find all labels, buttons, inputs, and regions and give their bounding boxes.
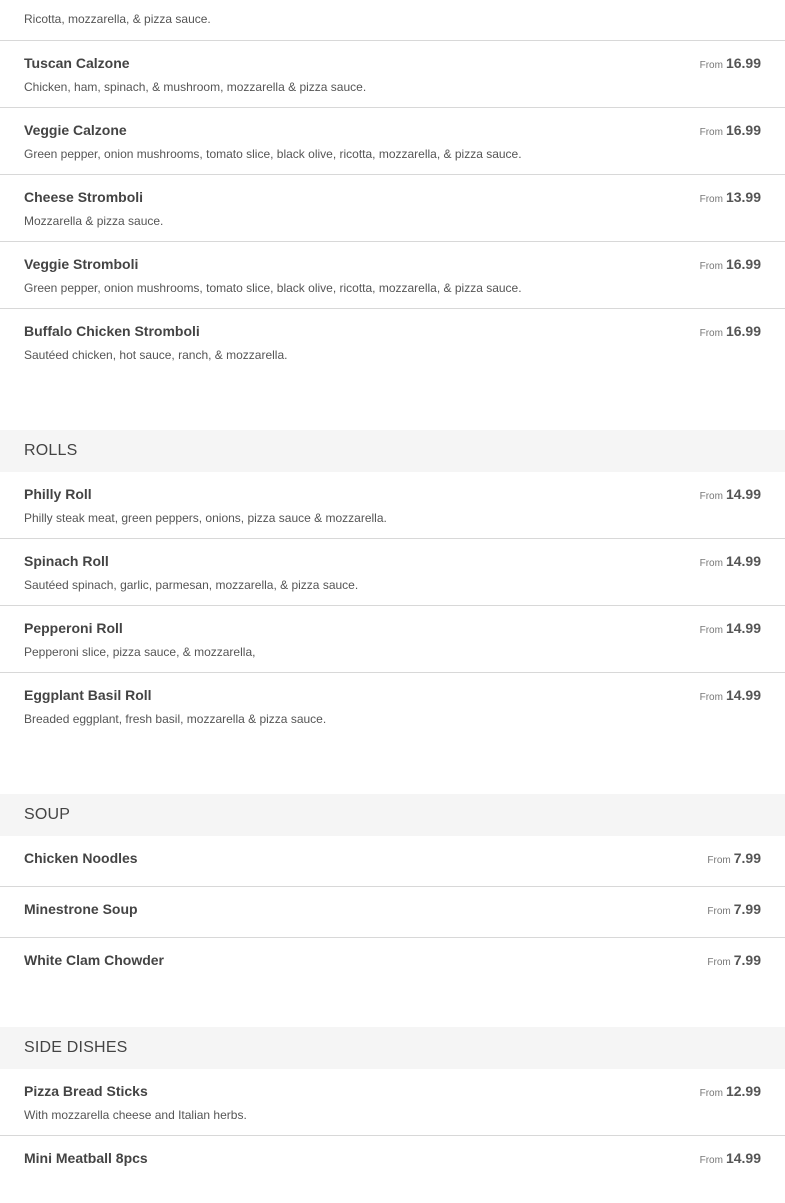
price-value: 7.99 (733, 850, 761, 866)
from-label: From (699, 328, 723, 339)
menu-item-partial[interactable] (0, 0, 785, 41)
price-value: 16.99 (725, 256, 761, 272)
menu-item[interactable] (0, 938, 785, 989)
menu-section-side-dishes (0, 1027, 785, 1203)
from-label: From (707, 906, 731, 917)
item-name[interactable]: Chicken Noodles (24, 850, 138, 866)
item-name[interactable]: Tuscan Calzone (24, 55, 130, 71)
item-name[interactable]: Pizza Bread Sticks (24, 1083, 148, 1099)
from-label: From (699, 194, 723, 205)
from-label: From (699, 625, 723, 636)
item-price (700, 189, 761, 205)
menu-item[interactable] (0, 41, 785, 108)
section-spacer (0, 989, 785, 1027)
menu-item[interactable] (0, 1069, 785, 1136)
price-value: 13.99 (725, 189, 761, 205)
from-label: From (699, 1155, 723, 1166)
menu-item[interactable] (0, 108, 785, 175)
item-price (700, 1083, 761, 1099)
item-price (700, 553, 761, 569)
item-description: Mozzarella & pizza sauce. (24, 214, 164, 228)
item-price (700, 620, 761, 636)
item-name[interactable]: Spinach Roll (24, 553, 109, 569)
item-description: Chicken, ham, spinach, & mushroom, mozzarella & pizza sauce. (24, 80, 367, 94)
price-value: 14.99 (725, 553, 761, 569)
price-value: 16.99 (725, 122, 761, 138)
item-name[interactable]: Eggplant Basil Roll (24, 687, 152, 703)
item-name[interactable]: Veggie Stromboli (24, 256, 139, 272)
item-price (707, 850, 761, 866)
section-header (0, 430, 785, 472)
item-price (700, 486, 761, 502)
section-header (0, 1027, 785, 1069)
item-name[interactable]: Veggie Calzone (24, 122, 127, 138)
price-value: 7.99 (733, 901, 761, 917)
price-value: 7.99 (733, 952, 761, 968)
menu-item[interactable] (0, 836, 785, 887)
section-title: SOUP (24, 806, 71, 823)
item-price (700, 687, 761, 703)
menu-item[interactable] (0, 606, 785, 673)
item-price (700, 1150, 761, 1166)
item-description: Green pepper, onion mushrooms, tomato slice, black olive, ricotta, mozzarella, & pizza sauce. (24, 147, 522, 161)
item-price (700, 122, 761, 138)
item-name[interactable]: Minestrone Soup (24, 901, 138, 917)
item-description: Green pepper, onion mushrooms, tomato slice, black olive, ricotta, mozzarella, & pizza sauce. (24, 281, 522, 295)
item-description: Pepperoni slice, pizza sauce, & mozzarella, (24, 645, 256, 659)
from-label: From (707, 957, 731, 968)
section-title: SIDE DISHES (24, 1039, 128, 1056)
item-price (700, 323, 761, 339)
item-description: Sautéed spinach, garlic, parmesan, mozzarella, & pizza sauce. (24, 578, 359, 592)
item-description: Breaded eggplant, fresh basil, mozzarella & pizza sauce. (24, 712, 327, 726)
menu-item[interactable] (0, 539, 785, 606)
section-title: ROLLS (24, 442, 78, 459)
item-name[interactable]: Pepperoni Roll (24, 620, 123, 636)
item-description: With mozzarella cheese and Italian herbs. (24, 1108, 247, 1122)
price-value: 14.99 (725, 620, 761, 636)
item-description: Ricotta, mozzarella, & pizza sauce. (24, 12, 211, 26)
menu-item[interactable] (0, 472, 785, 539)
item-name[interactable]: Buffalo Chicken Stromboli (24, 323, 200, 339)
price-value: 14.99 (725, 687, 761, 703)
price-value: 12.99 (725, 1083, 761, 1099)
menu-section-rolls (0, 430, 785, 740)
menu-item[interactable] (0, 1136, 785, 1203)
from-label: From (699, 1088, 723, 1099)
item-name[interactable]: White Clam Chowder (24, 952, 165, 968)
menu-section-calzones (0, 41, 785, 376)
price-value: 16.99 (725, 55, 761, 71)
section-spacer (0, 376, 785, 430)
item-price (707, 901, 761, 917)
section-header (0, 794, 785, 836)
from-label: From (699, 261, 723, 272)
item-name[interactable]: Philly Roll (24, 486, 92, 502)
menu-item[interactable] (0, 673, 785, 740)
from-label: From (699, 60, 723, 71)
section-spacer (0, 740, 785, 794)
menu-item[interactable] (0, 309, 785, 376)
from-label: From (699, 127, 723, 138)
menu-item[interactable] (0, 887, 785, 938)
price-value: 16.99 (725, 323, 761, 339)
price-value: 14.99 (725, 1150, 761, 1166)
item-price (700, 256, 761, 272)
item-name[interactable]: Mini Meatball 8pcs (24, 1150, 148, 1166)
item-description: Philly steak meat, green peppers, onions, pizza sauce & mozzarella. (24, 511, 387, 525)
item-price (700, 55, 761, 71)
menu-item[interactable] (0, 242, 785, 309)
menu-section-soup (0, 794, 785, 989)
from-label: From (707, 855, 731, 866)
from-label: From (699, 558, 723, 569)
price-value: 14.99 (725, 486, 761, 502)
item-price (707, 952, 761, 968)
from-label: From (699, 491, 723, 502)
item-description: Sautéed chicken, hot sauce, ranch, & mozzarella. (24, 348, 288, 362)
item-name[interactable]: Cheese Stromboli (24, 189, 144, 205)
from-label: From (699, 692, 723, 703)
menu-item[interactable] (0, 175, 785, 242)
